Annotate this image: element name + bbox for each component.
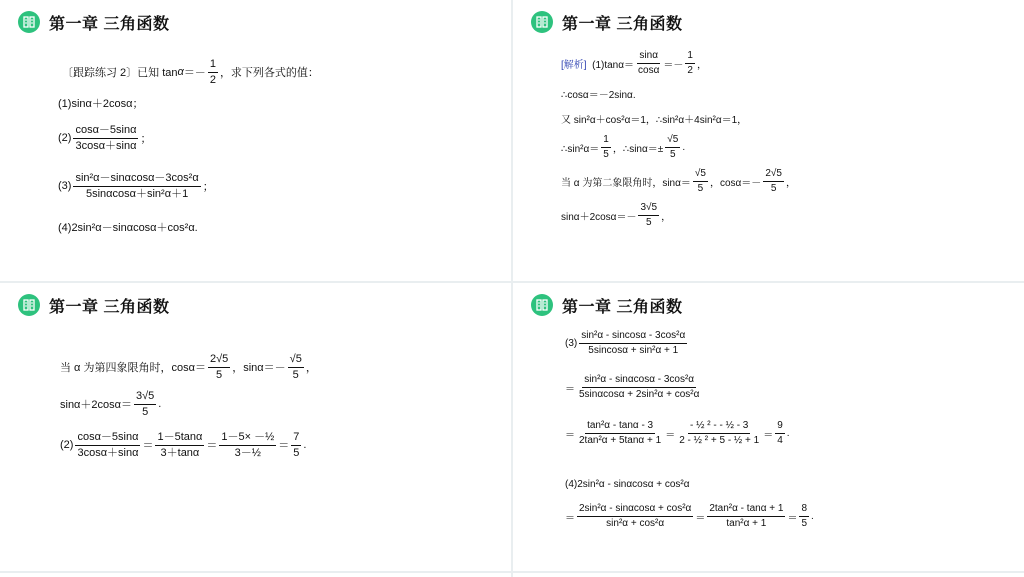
next-slide-strip[interactable]	[0, 573, 511, 577]
question-2: (2) $\frac{\cos\alpha-5\sin\alpha}{3\cos\alpha+\sin\alpha}$ ；	[58, 124, 152, 152]
next-slide-strip[interactable]	[513, 573, 1024, 577]
fraction: $\frac{1-5\tan\alpha}{3+\tan\alpha}$	[157, 431, 203, 459]
solution-line-2: ∴cosα＝－2sinα.	[561, 90, 636, 101]
chapter-title: 第一章 三角函数	[49, 15, 170, 33]
fraction: $\frac{3√5}{5}$	[136, 390, 155, 418]
fraction: $\frac{1}{2}$	[687, 50, 693, 76]
book-icon	[531, 294, 553, 316]
fraction: $\frac{√5}{5}$	[667, 134, 679, 160]
fraction: $\frac{1}{2}$	[209, 58, 216, 86]
fraction: $\frac{\sin\alpha}{\cos\alpha}$	[638, 50, 660, 76]
fraction: $\frac{√5}{5}$	[694, 168, 706, 194]
fraction: $\frac{\text{2sin²α - sinαcosα + cos²α}}{\text{sin²α + cos²α}}$	[579, 503, 692, 529]
fraction: $\frac{\text{sin²α - sincosα - 3cos²α}}{\text{5sincosα + sin²α + 1}}$	[581, 330, 686, 356]
prompt-text: 〔跟踪练习 2〕已知 tan	[62, 67, 178, 80]
fraction: $\frac{\cos\alpha-5\sin\alpha}{3\cos\alpha+\sin\alpha}$	[77, 431, 139, 459]
fraction: $\frac{7}{5}$	[293, 431, 300, 459]
solution-line-5: 当 α 为第二象限角时，sinα＝ $\frac{√5}{5}$ ，cosα＝－ $\frac{2√5}{5}$ ，	[561, 168, 796, 194]
book-icon	[18, 11, 40, 33]
fraction: $\frac{\text{sin²α - sinαcosα - 3cos²α}}{\text{5sinαcosα + 2sin²α + cos²α}}$	[579, 374, 700, 400]
slide-panel-1[interactable]	[0, 0, 511, 281]
fraction: $\frac{√5}{5}$	[289, 353, 302, 381]
fraction: $\frac{1}{5}$	[603, 134, 609, 160]
book-icon	[531, 11, 553, 33]
fraction: $\frac{\text{tan²α - tanα - 3}}{\text{2tan²α + 5tanα + 1}}$	[579, 420, 662, 446]
book-icon	[18, 294, 40, 316]
fraction: $\frac{9}{4}$	[777, 420, 783, 446]
prompt-eq: ＝－	[183, 67, 206, 80]
solution-line-4: ∴sin²α＝ $\frac{1}{5}$ ，∴sinα＝± $\frac{√5}{5}$ .	[561, 134, 686, 160]
slide-panel-4[interactable]	[513, 283, 1024, 571]
fraction: $\frac{\text{sin²α－sinαcosα－3cos²α}}{\text{5sinαcosα＋sin²α＋1}}$	[75, 172, 199, 200]
question-1: (1)sinα＋2cosα；	[58, 98, 144, 110]
exercise-prompt: 〔跟踪练习 2〕已知 tan α ＝－ $\frac{1}{2}$ ，求下列各式的值：	[62, 58, 319, 86]
slide-panel-2[interactable]	[513, 0, 1024, 281]
question-3: (3) $\frac{\text{sin²α－sinαcosα－3cos²α}}{\text{5sinαcosα＋sin²α＋1}}$ ；	[58, 172, 214, 200]
question-4: (4)2sin²α－sinαcosα＋cos²α.	[58, 222, 198, 234]
fraction: $\frac{2√5}{5}$	[765, 168, 782, 194]
fraction: $\frac{\text{2tan²α - tanα + 1}}{\text{tan²α + 1}}$	[709, 503, 784, 529]
prompt-tail: ，求下列各式的值：	[219, 67, 319, 80]
fraction: $\frac{8}{5}$	[801, 503, 807, 529]
chapter-header	[531, 293, 682, 317]
solution-line-4: (4)2sin²α - sinαcosα + cos²α	[565, 479, 690, 490]
fraction: $\frac{3√5}{5}$	[640, 202, 658, 228]
chapter-header	[18, 293, 169, 317]
solution-line-3: (2) $\frac{\cos\alpha-5\sin\alpha}{3\cos\alpha+\sin\alpha}$ ＝ $\frac{1-5\tan\alpha}{3+\tan\alpha}$ ＝ $\frac{\text{1－5× －½}}{\text{3－½}}$ ＝ $\frac{7}{5}$ .	[60, 431, 307, 459]
solution-line-5: ＝ $\frac{\text{2sin²α - sinαcosα + cos²α}}{\text{sin²α + cos²α}}$ ＝ $\frac{\text{2tan²α - tanα + 1}}{\text{tan²α + 1}}$ ＝ $\frac{8}{5}$ .	[565, 503, 814, 529]
solution-line-1: 当 α 为第四象限角时，cosα＝ $\frac{2√5}{5}$ ，sinα＝－ $\frac{√5}{5}$ ，	[60, 353, 317, 381]
solution-line-6: sinα＋2cosα＝－ $\frac{3√5}{5}$ ，	[561, 202, 672, 228]
chapter-title: 第一章 三角函数	[49, 298, 170, 316]
solution-line-2: sinα＋2cosα＝ $\frac{3√5}{5}$ .	[60, 390, 162, 418]
solution-line-1: [解析] (1)tanα＝ $\frac{\sin\alpha}{\cos\alpha}$ ＝－ $\frac{1}{2}$ ，	[561, 50, 707, 76]
chapter-title: 第一章 三角函数	[562, 298, 683, 316]
fraction: $\frac{\cos\alpha-5\sin\alpha}{3\cos\alpha+\sin\alpha}$	[75, 124, 137, 152]
fraction: $\frac{2√5}{5}$	[209, 353, 229, 381]
slide-panel-3[interactable]	[0, 283, 511, 571]
analysis-tag: [解析]	[561, 59, 587, 71]
fraction: $\frac{\text{- ½ ² - - ½ - 3}}{\text{2 - ½ ² + 5 - ½ + 1}}$	[679, 420, 760, 446]
chapter-title: 第一章 三角函数	[562, 15, 683, 33]
solution-line-2: ＝ $\frac{\text{sin²α - sinαcosα - 3cos²α}}{\text{5sinαcosα + 2sin²α + cos²α}}$	[565, 374, 700, 400]
fraction: $\frac{\text{1－5× －½}}{\text{3－½}}$	[221, 431, 275, 459]
solution-line-3: ＝ $\frac{\text{tan²α - tanα - 3}}{\text{2tan²α + 5tanα + 1}}$ ＝ $\frac{\text{- ½ ² - - ½ - 3}}{\text{2 - ½ ² + 5 - ½ + 1}}$ ＝ $\frac{9}{4}$ .	[565, 420, 790, 446]
solution-line-1: (3) $\frac{\text{sin²α - sincosα - 3cos²α}}{\text{5sincosα + sin²α + 1}}$	[565, 330, 686, 356]
solution-line-3: 又 sin²α＋cos²α＝1，∴sin²α＋4sin²α＝1，	[561, 115, 748, 126]
chapter-header	[18, 10, 169, 34]
chapter-header	[531, 10, 682, 34]
